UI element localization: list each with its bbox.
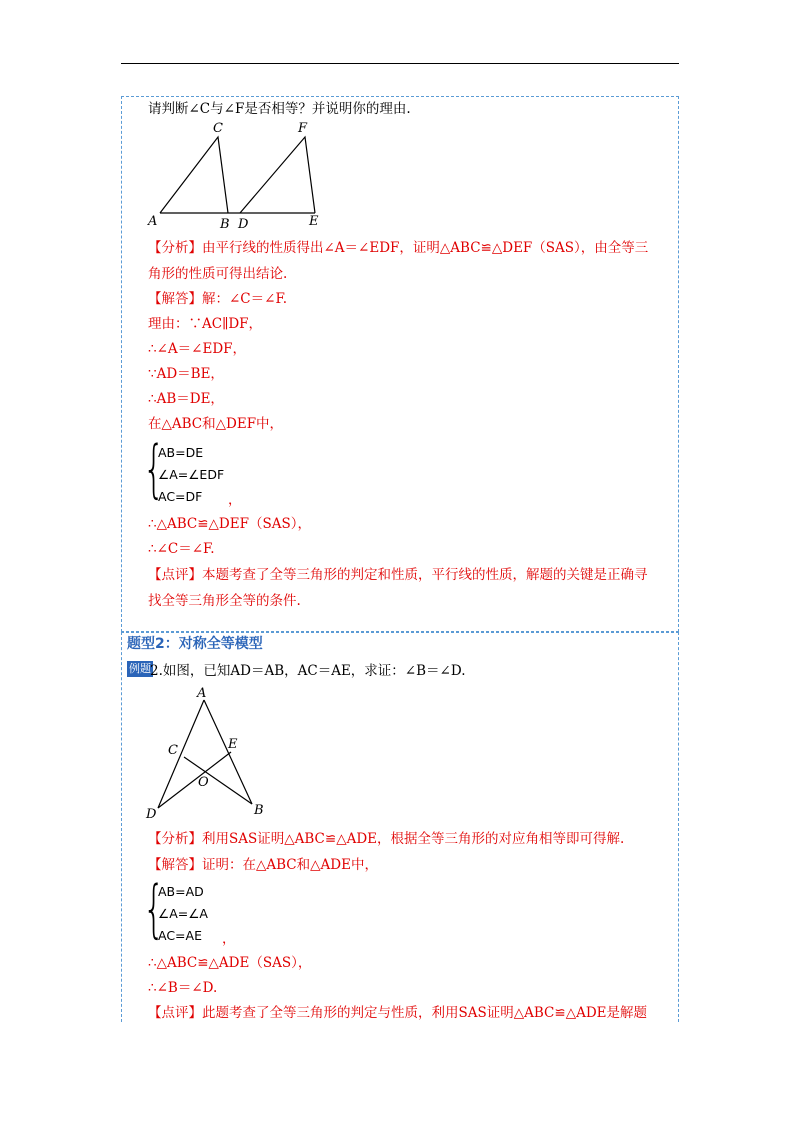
section2-analysis-line — [148, 829, 624, 849]
fig1-label-c: C — [213, 121, 223, 136]
section2-figure — [140, 682, 280, 822]
comment-text: 此题考查了全等三角形的判定与性质，利用SAS证明△ABC≌△ADE是解题 — [202, 1005, 647, 1021]
fig1-label-f: F — [298, 121, 308, 136]
comment-tag: 【点评】 — [148, 1005, 202, 1021]
fig2-label-o: O — [198, 775, 209, 790]
section2-comment-line1 — [148, 1003, 647, 1023]
answer-text: 解：∠C＝∠F. — [202, 291, 288, 307]
analysis-text: 利用SAS证明△ABC≌△ADE，根据全等三角形的对应角相等即可得解. — [202, 831, 625, 847]
comment-tag: 【点评】 — [148, 567, 202, 583]
problem1-comment-line2: 找全等三角形全等的条件. — [148, 593, 301, 609]
problem1-comment-line1 — [148, 565, 648, 585]
analysis-text: 由平行线的性质得出∠A＝∠EDF，证明△ABC≌△DEF（SAS），由全等三 — [202, 240, 649, 256]
section2-system-brace: { — [143, 872, 165, 945]
fig2-label-a: A — [197, 686, 207, 701]
problem1-analysis-line2: 角形的性质可得出结论. — [148, 266, 288, 282]
section2-system-row2: ∠A=∠A — [158, 906, 208, 921]
example-tag: 例题 — [129, 662, 151, 675]
answer-tag: 【解答】 — [148, 291, 202, 307]
fig1-label-e: E — [309, 214, 319, 229]
section2-system-row3: AC=AE — [158, 928, 202, 943]
answer-text: 证明：在△ABC和△ADE中， — [202, 857, 378, 873]
problem1-step5: 在△ABC和△DEF中， — [148, 416, 284, 432]
analysis-tag: 【分析】 — [148, 831, 202, 847]
comment-text: 本题考查了全等三角形的判定和性质，平行线的性质，解题的关键是正确寻 — [202, 567, 648, 583]
problem1-step1: 理由：∵AC∥DF， — [148, 316, 263, 332]
problem1-system-row2: ∠A=∠EDF — [158, 467, 225, 482]
problem1-step2: ∴∠A＝∠EDF， — [148, 341, 247, 357]
fig1-label-d: D — [238, 217, 249, 232]
problem1-step4: ∴AB＝DE， — [148, 391, 224, 407]
answer-tag: 【解答】 — [148, 857, 202, 873]
section2-answer-line — [148, 855, 378, 875]
section2-step2: ∴∠B＝∠D. — [148, 980, 218, 996]
fig1-label-a: A — [148, 214, 158, 229]
section2-system-comma: ， — [222, 931, 236, 947]
fig2-label-e: E — [228, 737, 238, 752]
problem1-figure — [140, 115, 340, 235]
problem1-step6: ∴△ABC≌△DEF（SAS）， — [148, 516, 311, 532]
section2-system-row1: AB=AD — [158, 884, 204, 899]
section2-step1: ∴△ABC≌△ADE（SAS）， — [148, 955, 312, 971]
problem1-system-row1: AB=DE — [158, 445, 204, 460]
fig2-label-b: B — [254, 803, 264, 818]
problem1-step7: ∴∠C＝∠F. — [148, 541, 215, 557]
problem1-analysis-line1 — [148, 238, 648, 258]
analysis-tag: 【分析】 — [148, 240, 202, 256]
header-rule — [121, 63, 679, 64]
problem1-answer-line — [148, 289, 287, 309]
problem1-system-row3: AC=DF — [158, 489, 203, 504]
fig2-label-d: D — [146, 807, 157, 822]
problem1-system-brace: { — [143, 432, 165, 505]
problem1-step3: ∵AD＝BE， — [148, 366, 224, 382]
fig2-label-c: C — [168, 743, 178, 758]
fig1-label-b: B — [220, 217, 230, 232]
section2-heading: 题型2：对称全等模型 — [127, 636, 263, 652]
problem1-question: 请判断∠C与∠F是否相等？并说明你的理由. — [148, 101, 411, 117]
section2-question: 2.如图，已知AD＝AB，AC＝AE，求证：∠B＝∠D. — [150, 663, 466, 679]
problem1-system-comma: ， — [228, 492, 242, 508]
